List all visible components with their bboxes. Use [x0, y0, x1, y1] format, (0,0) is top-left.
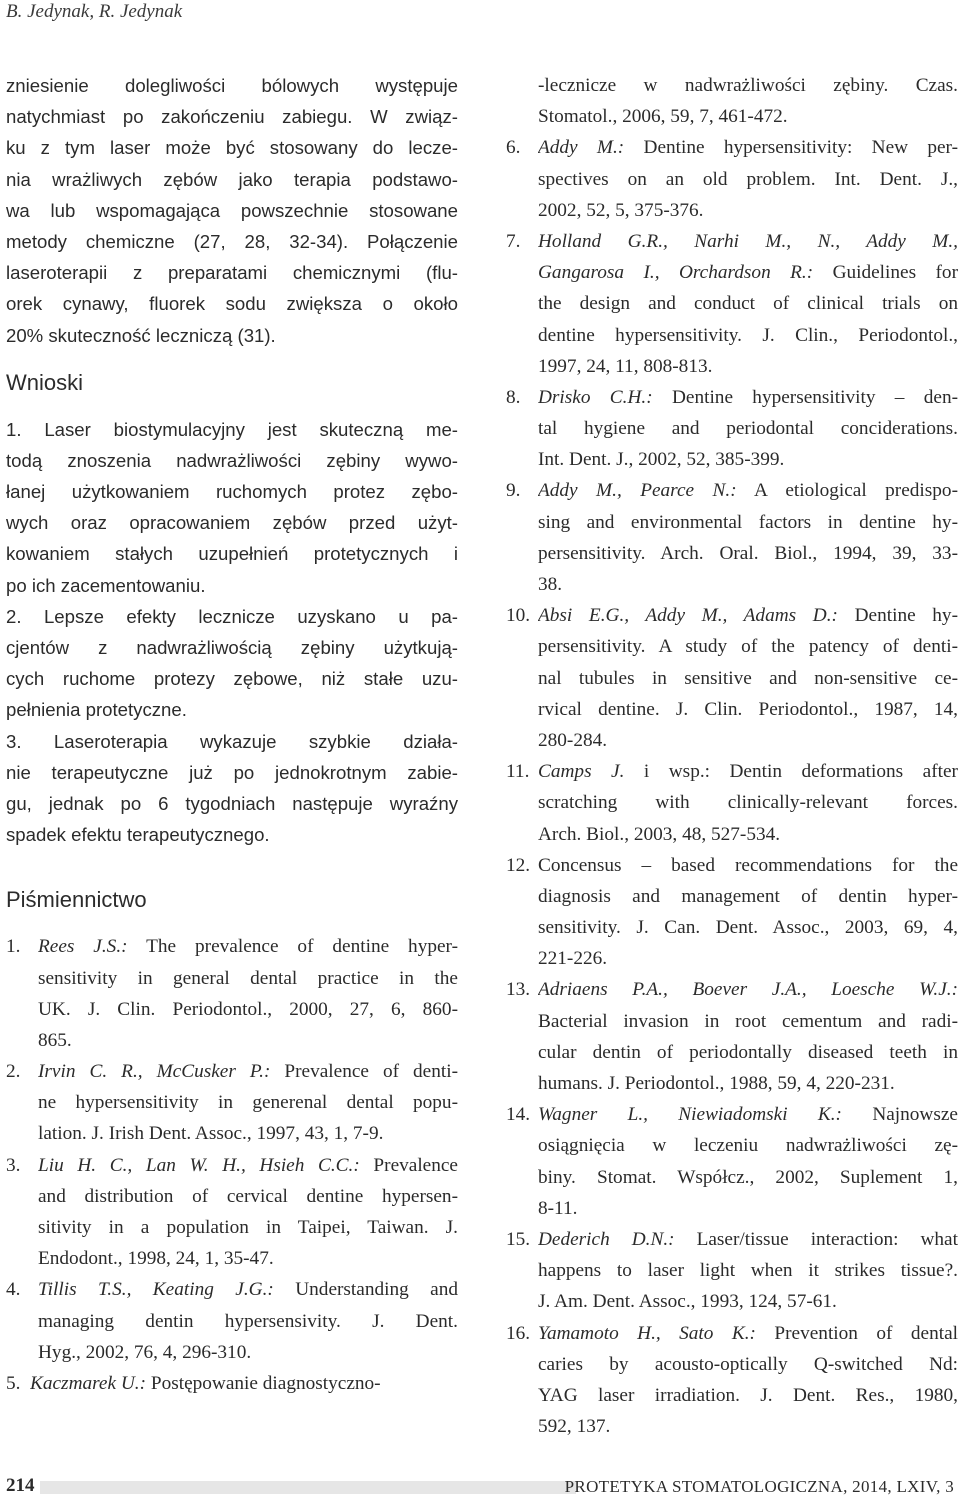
text-line: the design and conduct of clinical trials on [538, 293, 958, 315]
section-heading-references: Piśmiennictwo [6, 887, 147, 913]
conclusions-list [6, 414, 458, 851]
reference-number: 5. [6, 1372, 21, 1394]
reference-item [506, 850, 958, 975]
text-line: 2002, 52, 5, 375-376. [538, 199, 704, 221]
text-line: diagnosis and management of dentin hyper- [538, 885, 958, 907]
reference-author: Wagner L., Niewiadomski K.: [538, 1104, 842, 1126]
text-line: Endodont., 1998, 24, 1, 35-47. [38, 1248, 274, 1270]
text-line: Int. Dent. J., 2002, 52, 385-399. [538, 449, 785, 471]
text-line: kowaniem stałych uzupełnień protetycznych i [6, 543, 458, 565]
text-line: Wagner L., Niewiadomski K.: Najnowsze [538, 1104, 958, 1126]
text-line: cjentów z nadwrażliwością zębiny użytkują- [6, 637, 458, 658]
text-line: Dederich D.N.: Laser/tissue interaction: what [538, 1228, 958, 1250]
text-line: 1997, 24, 11, 808-813. [538, 355, 713, 377]
references-list-right [506, 70, 958, 1442]
text-line: Concensus – based recommendations for the [538, 854, 958, 876]
text-line: persensitivity. Arch. Oral. Biol., 1994, 39, 33- [538, 542, 958, 564]
text-line: spectives on an old problem. Int. Dent. J., [538, 168, 958, 190]
reference-number: 12. [506, 854, 531, 876]
reference-number: 6. [506, 137, 521, 159]
text-line: cych ruchome protezy zębowe, niż stałe uzu- [6, 668, 458, 690]
text-line: laseroterapii z preparatami chemicznymi (flu- [6, 262, 458, 284]
reference-number: 9. [506, 480, 521, 502]
text-line: 1. Laser biostymulacyjny jest skuteczną me- [6, 418, 458, 440]
reference-author: Liu H. C., Lan W. H., Hsieh C.C.: [38, 1154, 360, 1176]
text-line: 3. Laseroterapia wykazuje szybkie działa- [6, 730, 458, 752]
reference-item [6, 1274, 458, 1368]
reference-author: Addy M.: [538, 137, 625, 159]
reference-author: Tillis T.S., Keating J.G.: [38, 1279, 274, 1301]
text-line: osiągnięcia w leczeniu nadwrażliwości zę- [538, 1135, 958, 1157]
text-line: Gangarosa I., Orchardson R.: Guidelines for [538, 262, 958, 284]
left-column [6, 70, 458, 1399]
reference-number: 15. [506, 1228, 531, 1250]
text-line: nal tubules in sensitive and non-sensitive ce- [538, 667, 958, 689]
reference-item [506, 382, 958, 476]
reference-number: 10. [506, 605, 531, 627]
text-line: Irvin C. R., McCusker P.: Prevalence of denti- [38, 1061, 458, 1083]
text-line: 2. Lepsze efekty lecznicze uzyskano u pa- [6, 605, 458, 627]
reference-item [506, 226, 958, 382]
text-line: po ich zacementowaniu. [6, 574, 206, 596]
text-line: 592, 137. [538, 1416, 611, 1438]
reference-author: Camps J. [538, 761, 625, 783]
text-line: -lecznicze w nadwrażliwości zębiny. Czas. [538, 75, 958, 96]
text-line: 221-226. [538, 948, 608, 970]
text-line: managing dentin hypersensivity. J. Dent. [38, 1310, 458, 1332]
reference-author: Absi E.G., Addy M., Adams D.: [538, 605, 838, 627]
text-line: wych oraz opracowaniem zębów przed użyt- [6, 512, 458, 534]
right-column [506, 70, 958, 1442]
text-line: scratching with clinically-relevant forces. [538, 792, 958, 814]
text-line: sensitivity in general dental practice in the [38, 967, 458, 989]
text-line: nia wrażliwych zębów jako terapia podstawo- [6, 168, 458, 190]
text-line: Addy M., Pearce N.: A etiological predispo- [538, 480, 958, 502]
text-line: Rees J.S.: The prevalence of dentine hyper- [38, 936, 458, 958]
reference-number: 4. [6, 1279, 21, 1301]
reference-number: 13. [506, 979, 531, 1001]
reference-item [506, 600, 958, 756]
text-line: 20% skuteczność leczniczą (31). [6, 324, 276, 346]
reference-author: Yamamoto H., Sato K.: [538, 1322, 756, 1344]
text-line: dentine hypersensitivity. J. Clin., Periodontol., [538, 324, 958, 346]
reference-item [506, 475, 958, 600]
reference-author: Drisko C.H.: [538, 386, 653, 408]
text-line: Liu H. C., Lan W. H., Hsieh C.C.: Prevalence [38, 1154, 458, 1176]
text-line: Camps J. i wsp.: Dentin deformations after [538, 761, 958, 783]
text-line: pełnienia protetyczne. [6, 699, 187, 721]
reference-item [6, 1150, 458, 1275]
text-line: cular dentin of periodontally diseased teeth in [538, 1041, 958, 1063]
text-line: humans. J. Periodontol., 1988, 59, 4, 220-231. [538, 1073, 895, 1094]
reference-number: 2. [6, 1061, 21, 1083]
text-line: spadek efektu terapeutycznego. [6, 824, 270, 846]
reference-item [506, 1318, 958, 1443]
journal-name: PROTETYKA STOMATOLOGICZNA, 2014, LXIV, 3 [564, 1477, 954, 1496]
text-line: Hyg., 2002, 76, 4, 296-310. [38, 1341, 252, 1363]
text-line: YAG laser irradiation. J. Dent. Res., 1980, [538, 1384, 958, 1406]
reference-author: Rees J.S.: [38, 936, 128, 958]
reference-number: 11. [506, 761, 530, 783]
text-line: 8-11. [538, 1197, 578, 1219]
references-list-left [6, 931, 458, 1399]
reference-number: 3. [6, 1154, 21, 1176]
reference-author: Dederich D.N.: [538, 1228, 675, 1250]
text-line: 280-284. [538, 729, 608, 751]
text-line: Arch. Biol., 2003, 48, 527-534. [538, 823, 781, 845]
text-line: tal hygiene and periodontal conciderations. [538, 418, 958, 440]
section-heading-conclusions: Wnioski [6, 369, 84, 395]
reference-author: Kaczmarek U.: [30, 1372, 147, 1394]
text-line: Bacterial invasion in root cementum and radi- [538, 1010, 958, 1032]
reference-number: 1. [6, 936, 21, 958]
text-line: happens to laser light when it strikes tissue?. [538, 1260, 958, 1282]
text-line: todą znoszenia nadwrażliwości zębiny wywo- [6, 449, 458, 471]
text-line: zniesienie dolegliwości bólowych występuje [6, 75, 458, 96]
text-line: UK. J. Clin. Periodontol., 2000, 27, 6, 860- [38, 998, 458, 1020]
running-head-authors: B. Jedynak, R. Jedynak [6, 1, 183, 22]
reference-author: Holland G.R., Narhi M., N., Addy M., [538, 230, 958, 252]
text-line: natychmiast po zakończeniu zabiegu. W związ- [6, 106, 458, 128]
text-line: Stomatol., 2006, 59, 7, 461-472. [538, 106, 788, 128]
text-line: metody chemiczne (27, 28, 32-34). Połączenie [6, 230, 458, 252]
reference-item [506, 1224, 958, 1318]
reference-author: Adriaens P.A., Boever J.A., Loesche W.J.: [538, 979, 958, 1001]
reference-item [6, 1368, 458, 1399]
reference-number: 8. [506, 386, 521, 408]
reference-author: Irvin C. R., McCusker P.: [38, 1061, 271, 1083]
text-line: wa lub wspomagająca powszechnie stosowane [6, 199, 458, 221]
text-line: and distribution of cervical dentine hypersen- [38, 1185, 458, 1207]
reference-number: 16. [506, 1322, 531, 1344]
reference-item [506, 1099, 958, 1224]
text-line: rvical dentine. J. Clin. Periodontol., 1987, 14, [538, 698, 958, 720]
text-line: lation. J. Irish Dent. Assoc., 1997, 43, 1, 7-9. [38, 1123, 384, 1145]
reference-continuation [506, 70, 958, 132]
text-line: gu, jednak po 6 tygodniach następuje wyraźny [6, 792, 458, 814]
text-line: biny. Stomat. Współcz., 2002, Suplement 1, [538, 1166, 958, 1188]
text-line: caries by acousto-optically Q-switched Nd: [538, 1353, 958, 1375]
text-line: Absi E.G., Addy M., Adams D.: Dentine hy- [538, 605, 958, 627]
reference-item [506, 756, 958, 850]
text-line: sing and environmental factors in dentine hy- [538, 511, 958, 533]
reference-item [506, 132, 958, 226]
reference-number: 7. [506, 230, 521, 252]
text-line: 865. [38, 1029, 72, 1051]
reference-number: 14. [506, 1104, 531, 1126]
text-line: sitivity in a population in Taipei, Taiwan. J. [38, 1217, 458, 1238]
reference-author: Addy M., Pearce N.: [538, 480, 737, 502]
text-line: Drisko C.H.: Dentine hypersensitivity – den- [538, 386, 958, 408]
text-line: ne hypersensitivity in generenal dental popu- [38, 1092, 458, 1114]
reference-item [6, 931, 458, 1056]
text-line: nie terapeutyczne już po jednokrotnym zabie- [6, 761, 458, 783]
text-line: orek cynawy, fluorek sodu zwiększa o około [6, 293, 458, 315]
reference-item [6, 1056, 458, 1150]
page-number: 214 [6, 1475, 35, 1496]
text-line: J. Am. Dent. Assoc., 1993, 124, 57-61. [538, 1291, 837, 1313]
text-line: Kaczmarek U.: Postępowanie diagnostyczno- [30, 1372, 381, 1394]
text-line: ku z tym laser może być stosowany do lecze- [6, 137, 458, 159]
text-line: sensitivity. J. Can. Dent. Assoc., 2003, 69, 4, [538, 917, 958, 939]
reference-item [506, 974, 958, 1099]
intro-paragraph [6, 70, 458, 351]
footer-rule [40, 1481, 576, 1494]
text-line: 38. [538, 574, 563, 595]
text-line: persensitivity. A study of the patency of denti- [538, 636, 958, 658]
text-line: Addy M.: Dentine hypersensitivity: New per- [538, 137, 958, 159]
text-line: Tillis T.S., Keating J.G.: Understanding and [38, 1279, 458, 1301]
text-line: Yamamoto H., Sato K.: Prevention of dental [538, 1322, 958, 1344]
text-line: łanej użytkowaniem ruchomych protez zębo- [6, 481, 458, 503]
